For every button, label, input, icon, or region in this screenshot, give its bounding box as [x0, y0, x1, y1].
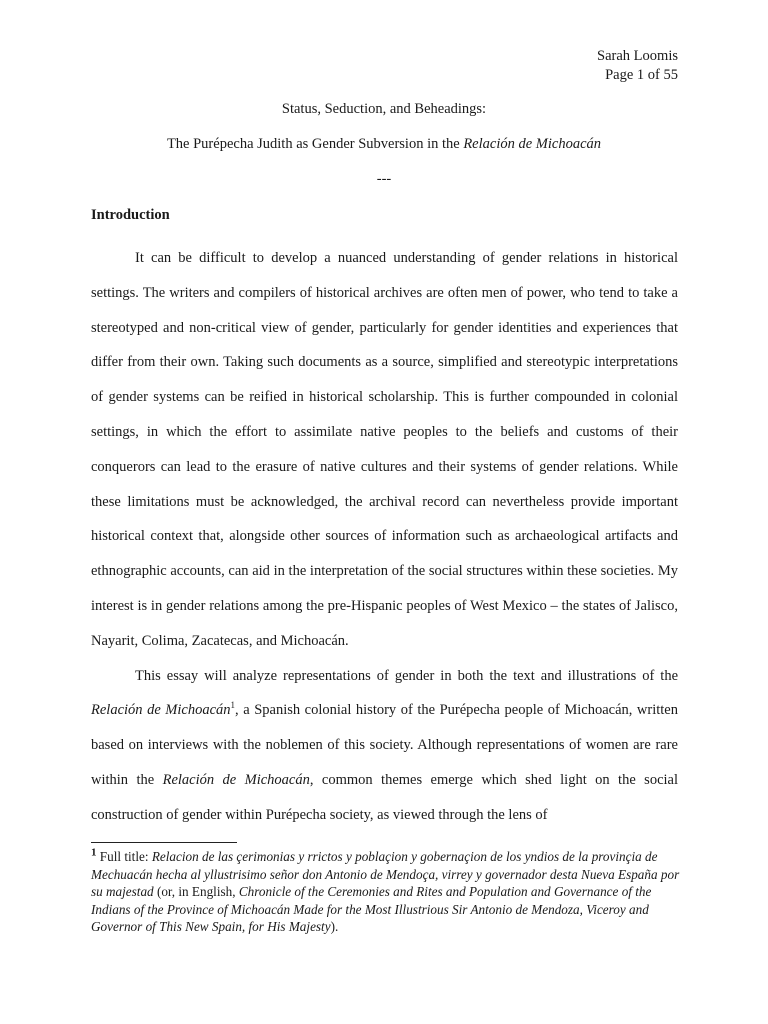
body-text: [91, 241, 678, 833]
paragraph-1: It can be difficult to develop a nuanced understanding of gender relations in historical settings. The writers and compilers of historical archives are often men of power, who tend to take a stereotyped and non-critical view of gender, particularly for gender identities and experiences that differ from their own. Taking such documents as a source, simplified and stereotypic interpretations of gender systems can be reified in historical scholarship. This is further compounded in colonial settings, in which the effort to assimilate native peoples to the beliefs and customs of their conquerors can lead to the erasure of native cultures and their systems of gender relations. While these limitations must be acknowledged, the archival record can nevertheless provide important historical context that, alongside other sources of information such as archaeological artifacts and ethnographic accounts, can aid in the interpretation of the social structures within these societies. My interest is in gender relations among the pre-Hispanic peoples of West Mexico – the states of Jalisco, Nayarit, Colima, Zacatecas, and Michoacán.: [91, 250, 678, 649]
footnote: [91, 848, 681, 936]
footnote-reference[interactable]: 1: [230, 700, 236, 711]
paragraph-2-part1: This essay will analyze representations of gender in both the text and illustrations of the: [135, 667, 678, 684]
footnote-divider: [91, 842, 237, 843]
paper-subtitle: [0, 136, 768, 153]
footnote-english-title: Chronicle of the Ceremonies and Rites and Population and Governance of the Indians of the Province of Michoacán Made for the Most Illustrious Sir Antonio de Mendoza, Viceroy and Governor of This New Spain, for His Majesty: [91, 884, 652, 934]
running-header: [597, 47, 678, 85]
title-separator: ---: [376, 171, 392, 187]
footnote-lead: Full title:: [96, 849, 152, 864]
paragraph-2-italic2: Relación de Michoacán: [162, 771, 310, 788]
author-name: Sarah Loomis: [597, 48, 678, 64]
paragraph-2-part2: , a Spanish colonial history of the Purépecha people of Michoacán, written based on interviews with the noblemen of this society. Although representations of women are rare within the: [91, 702, 678, 788]
footnote-mark: 1: [91, 846, 97, 859]
paper-title: Status, Seduction, and Beheadings:: [281, 101, 487, 117]
footnote-end: ).: [330, 919, 339, 934]
section-heading: Introduction: [91, 207, 170, 223]
page-number: Page 1 of 55: [605, 67, 678, 83]
paragraph-2: [91, 659, 678, 833]
paragraph-2-part3: , common themes emerge which shed light on the social construction of gender within Purépecha society, as viewed through the lens of: [91, 771, 678, 823]
subtitle-italic: Relación de Michoacán: [463, 136, 602, 152]
footnote-spanish-title: Relacion de las çerimonias y rrictos y poblaçion y gobernaçion de los yndios de la provinçia de Mechuacán hecha al yllustrisimo señor don Antonio de Mendoça, virrey y governador desta Nueva España por su majestad: [91, 849, 680, 899]
footnote-middle: (or, in English,: [153, 884, 239, 899]
paragraph-2-italic1: Relación de Michoacán: [91, 702, 231, 719]
subtitle-text: The Purépecha Judith as Gender Subversion in the: [166, 136, 464, 152]
